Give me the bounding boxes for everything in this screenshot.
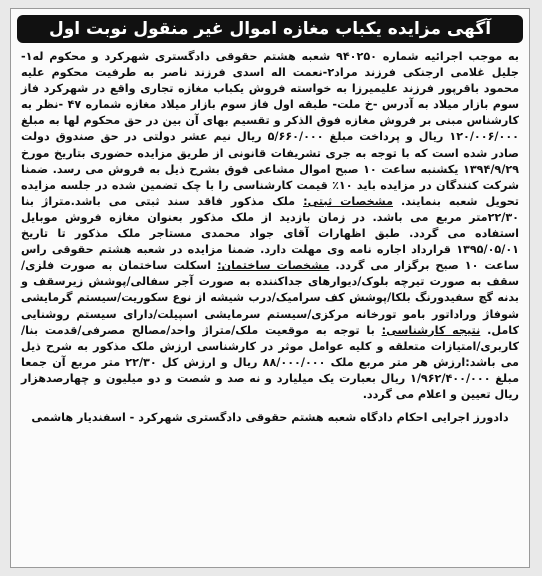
conclusion-label: نتیجه کارشناسی: <box>381 323 481 337</box>
ownership-label: مشخصات ثبتی: <box>303 194 393 208</box>
notice-signature: دادورز اجرایی احکام دادگاه شعبه هشتم حقوقی دادگستری شهرکرد - اسفندیار هاشمی <box>31 411 509 425</box>
conclusion-text: با توجه به موقعیت ملک/متراژ واحد/مصالح مصرفی/قدمت بنا/کاربری/امتیازات متعلقه و کلیه عوامل موثر در کارشناسی ارزش ملک مذکور به شرح ذیل می باشد:ارزش هر متر مربع ملک ۸۸/۰۰۰/۰۰۰ ریال و ارزش کل ۲۲/۳۰ متر مربع آن جمعا مبلغ ۱/۹۶۲/۴۰۰/۰۰۰ ریال بعبارت یک میلیارد و نه صد و شصت و دو میلیون و چهارصدهزار ریال تعیین و اعلام می گردد. <box>21 323 519 401</box>
ownership-text: ملک مذکور فاقد سند ثبتی می باشد.متراژ بنا ۲۲/۳۰متر مربع می باشد. در زمان بازدید از ملک مذکور بعنوان مغازه فروش موبایل استفاده می گردد. طبق اظهارات آقای جواد محمدی مستاجر ملک مذکور تا تاریخ ۱۳۹۵/۰۵/۰۱ قرارداد اجاره نامه وی مهلت دارد. ضمنا مزایده در شعبه هشتم حقوقی راس ساعت ۱۰ صبح برگزار می گردد. <box>21 194 520 273</box>
building-label: مشخصات ساختمان: <box>217 259 330 273</box>
notice-title: آگهی مزایده یکباب مغازه اموال غیر منقول نوبت اول <box>17 15 523 43</box>
building-text: اسکلت ساختمان به صورت فلزی/سقف به صورت تیرچه بلوک/دیوارهای جداکننده به صورت آجر سفالی/پوشش زیرسقف و بدنه گچ سفیدورنگ بلکا/پوشش کف سرامیک/درب شیشه از نوع سکوریت/سیستم گرمایشی شوفاژ وراداتور بامو تورخانه مرکزی/سیستم سرمایشی اسپیلت/دارای سیستم روشنایی کامل. <box>21 259 519 337</box>
notice-intro: به موجب اجرائیه شماره ۹۴۰۲۵۰ شعبه هشتم حقوقی دادگستری شهرکرد و محکوم له۱-جلیل غلامی ارجنکی فرزند مراد۲-نعمت اله اسدی فرزند ناصر به طرفیت محکوم علیه محمود باقرپور فرزند علیمیرزا به خواسته فروش یکباب مغازه تجاری واقع در شهرکرد فاز سوم بازار میلاد به آدرس -خ ملت- طبقه اول فاز سوم بازار میلاد مغازه شماره ۴۷ -نظر به کارشناس مبنی بر فروش مغازه فوق الذکر و تقسیم بهای آن بین در حق محکوم لها به مبلغ ۱۲۰/۰۰۶/۰۰۰ ریال و پرداخت مبلغ ۵/۶۶۰/۰۰۰ ریال نیم عشر دولتی در حق صندوق دولت صادر شده است که با توجه به جری تشریفات قانونی از طریق مزایده حضوری بتاریخ مورخ ۱۳۹۴/۹/۲۹ یکشنبه ساعت ۱۰ صبح اموال مشاعی فوق بشرح ذیل به فروش می رسد. ضمنا شرکت کنندگان در مزایده باید ۱۰٪ قیمت کارشناسی را با چک تضمین شده در جلسه مزایده تحویل شعبه بنمایند. <box>21 50 519 208</box>
auction-notice <box>10 8 530 568</box>
notice-body <box>21 49 519 403</box>
